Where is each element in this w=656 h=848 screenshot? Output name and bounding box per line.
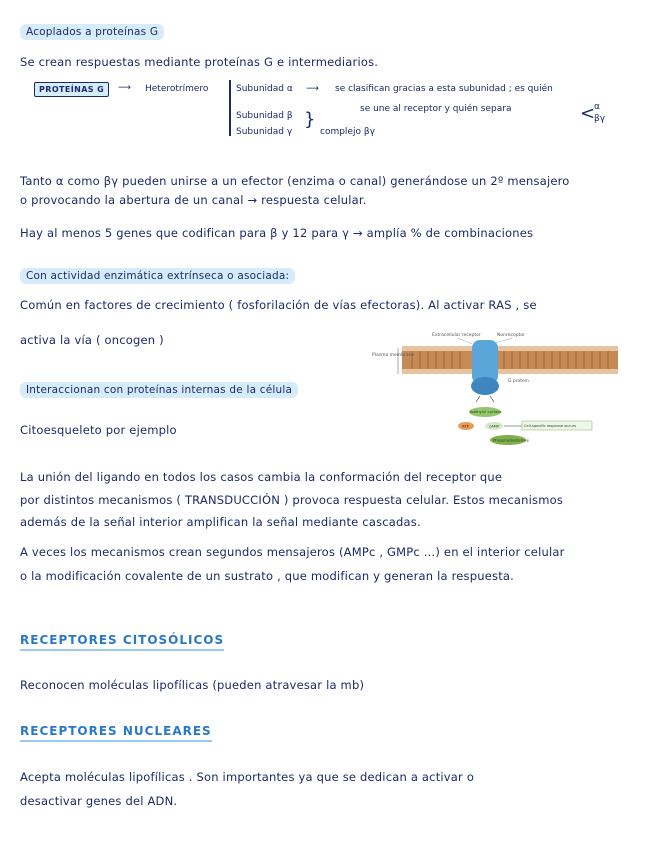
section-title-nuclear: RECEPTORES NUCLEARES xyxy=(20,724,212,742)
paragraph-g-protein: Se crean respuestas mediante proteínas G e intermediarios. xyxy=(20,55,379,69)
section-title-highlight: Con actividad enzimática extrínseca o asociada: xyxy=(20,268,295,284)
chevron-left-icon: < xyxy=(580,103,596,124)
g-protein-box: PROTEÍNAS G xyxy=(34,82,109,97)
diagram-label-top-right: Nonreceptor xyxy=(497,333,525,338)
paragraph-genes: Hay al menos 5 genes que codifican para β y 12 para γ → amplía % de combinaciones xyxy=(20,226,534,240)
diagram-label-phosphodiesterase: Phosphodiesterase xyxy=(493,437,529,443)
paragraph-nuclear-line1: Acepta moléculas lipofílicas . Son importantes ya que se dedican a activar o xyxy=(20,770,475,784)
diagram-label-membrane: Plasma membrane xyxy=(372,353,415,358)
section-title-cytosolic: RECEPTORES CITOSÓLICOS xyxy=(20,633,224,651)
subunit-gamma-label: Subunidad γ xyxy=(236,127,293,137)
section-title-highlight: Acoplados a proteínas G xyxy=(20,24,164,40)
heterotrimer-label: Heterotrímero xyxy=(145,84,209,94)
paragraph-cytosolic: Reconocen moléculas lipofílicas (pueden atravesar la mb) xyxy=(20,678,365,692)
section-title-highlight: Interaccionan con proteínas internas de la célula xyxy=(20,382,298,398)
paragraph-ligand-line2: por distintos mecanismos ( TRANSDUCCIÓN ) provoca respuesta celular. Estos mecanismos xyxy=(20,493,564,507)
paragraph-growth-line1: Común en factores de crecimiento ( fosforilación de vías efectoras). Al activar RAS , se xyxy=(20,298,537,312)
diagram-label-top-left: Extracellular receptor xyxy=(432,333,481,338)
subunit-alpha-description: se clasifican gracias a esta subunidad ; es quién xyxy=(335,84,553,94)
paragraph-effector-line2: o provocando la abertura de un canal → respuesta celular. xyxy=(20,193,367,207)
diagram-label-atp: ATP xyxy=(462,423,469,429)
complex-label: complejo βγ xyxy=(320,127,375,137)
paragraph-effector-line1: Tanto α como βγ pueden unirse a un efector (enzima o canal) generándose un 2º mensajero xyxy=(20,174,570,188)
paragraph-growth-line2: activa la vía ( oncogen ) xyxy=(20,333,164,347)
diagram-label-adenylyl: Adenylyl cyclase xyxy=(470,409,502,414)
complex-description: se une al receptor y quién separa xyxy=(360,104,512,114)
separa-alpha-label: α xyxy=(594,102,600,112)
section-title-g-protein xyxy=(20,24,164,40)
arrow-right-icon: ⟶ xyxy=(306,84,319,94)
paragraph-nuclear-line2: desactivar genes del ADN. xyxy=(20,794,178,808)
section-title-internal xyxy=(20,382,298,398)
subunit-alpha-label: Subunidad α xyxy=(236,84,293,94)
diagram-label-response: Cell-specific response occurs xyxy=(524,424,576,428)
paragraph-messengers-line2: o la modificación covalente de un sustrato , que modifican y generan la respuesta. xyxy=(20,569,515,583)
curly-brace-icon: } xyxy=(304,109,316,130)
bracket-line xyxy=(229,80,231,136)
diagram-label-g-protein: G protein xyxy=(508,379,529,384)
separa-beta-gamma-label: βγ xyxy=(594,114,606,124)
paragraph-cytoskeleton: Citoesqueleto por ejemplo xyxy=(20,423,177,437)
arrow-icon: ⟶ xyxy=(118,83,131,93)
g-protein-shape xyxy=(471,377,499,395)
paragraph-ligand-line1: La unión del ligando en todos los casos cambia la conformación del receptor que xyxy=(20,470,503,484)
paragraph-ligand-line3: además de la señal interior amplifican la señal mediante cascadas. xyxy=(20,515,421,529)
subunit-beta-label: Subunidad β xyxy=(236,111,293,121)
diagram-label-camp: cAMP xyxy=(489,423,500,429)
g-protein-diagram xyxy=(372,330,620,448)
paragraph-messengers-line1: A veces los mecanismos crean segundos mensajeros (AMPc , GMPc ...) en el interior celular xyxy=(20,545,565,559)
section-title-enzymatic xyxy=(20,268,295,284)
